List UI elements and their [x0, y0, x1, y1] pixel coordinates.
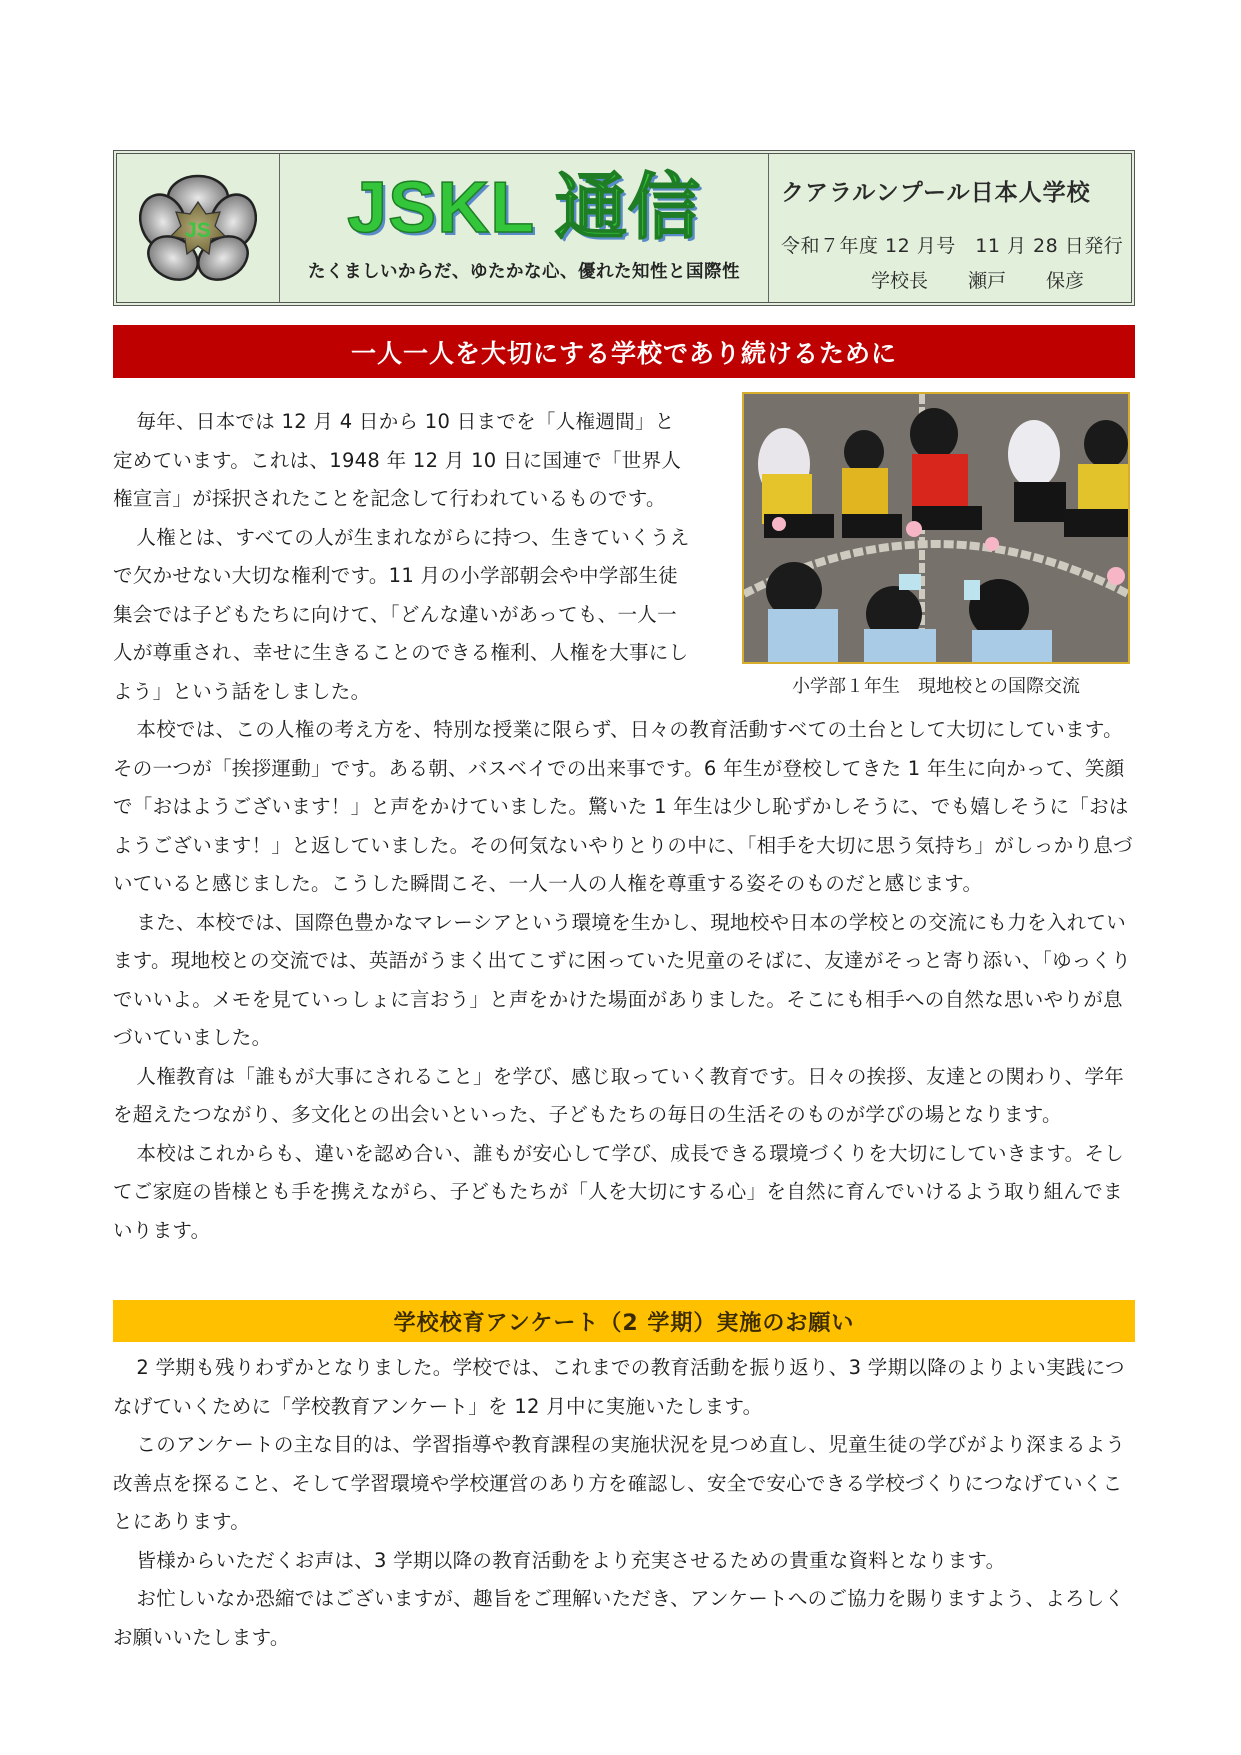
paragraph: 本校では、この人権の考え方を、特別な授業に限らず、日々の教育活動すべての土台として大切にしています。その一つが「挨拶運動」です。ある朝、バスベイでの出来事です。6 年生が登校してきた 1 年生に向かって、笑顔で「おはようございます！」と声をかけていました。驚いた 1 年生は少し恥ずかしそうに、でも嬉しそうに「おはようございます！」と返していました。その何気ないやりとりの中に、「相手を大切に思う気持ち」がしっかり息づいていると感じました。こうした瞬間こそ、一人一人の人権を尊重する姿そのものだと感じます。 — [113, 718, 1133, 895]
masthead — [113, 150, 1135, 306]
title-cell — [280, 154, 769, 302]
svg-text:JS: JS — [185, 219, 211, 242]
principal-title: 学校長 — [871, 270, 929, 292]
issue-date: 令和７年度 12 月号 11 月 28 日発行 — [781, 235, 1124, 257]
paragraph: 人権とは、すべての人が生まれながらに持つ、生きていくうえで欠かせない大切な権利です。11 月の小学部朝会や中学部生徒集会では子どもたちに向けて、「どんな違いがあっても、一人一人が尊重され、幸せに生きることのできる権利、人権を大事にしよう」という話をしました。 — [113, 525, 690, 703]
school-name: クアラルンプール日本人学校 — [781, 180, 1091, 206]
paragraph: お忙しいなか恐縮ではございますが、趣旨をご理解いただき、アンケートへのご協力を賜りますよう、よろしくお願いいたします。 — [113, 1587, 1125, 1649]
section-heading-human-rights: 一人一人を大切にする学校であり続けるために — [113, 325, 1135, 378]
intro-paragraphs — [113, 403, 693, 711]
principal-surname: 瀬戸 — [968, 270, 1007, 292]
section-heading-survey: 学校校育アンケート（2 学期）実施のお願い — [113, 1300, 1135, 1342]
issue-info-cell — [769, 154, 1131, 302]
exchange-photo — [742, 392, 1130, 664]
newsletter-title: JSKL 通信 — [347, 168, 701, 248]
paragraph: 人権教育は「誰もが大事にされること」を学び、感じ取っていく教育です。日々の挨拶、友達との関わり、学年を超えたつながり、多文化との出会いといった、子どもたちの毎日の生活そのものが学びの場となります。 — [113, 1064, 1125, 1126]
paragraph: また、本校では、国際色豊かなマレーシアという環境を生かし、現地校や日本の学校との交流にも力を入れています。現地校との交流では、英語がうまく出てこずに困っていた児童のそばに、友達がそっと寄り添い、「ゆっくりでいいよ。メモを見ていっしょに言おう」と声をかけた場面がありました。そこにも相手への自然な思いやりが息づいていました。 — [113, 910, 1132, 1049]
paragraph: 本校はこれからも、違いを認め合い、誰もが安心して学び、成長できる環境づくりを大切にしていきます。そしてご家庭の皆様とも手を携えながら、子どもたちが「人を大切にする心」を自然に育んでいけるよう取り組んでまいります。 — [113, 1141, 1125, 1242]
survey-paragraphs — [113, 1349, 1135, 1657]
school-crest-icon — [139, 174, 257, 282]
paragraph: 2 学期も残りわずかとなりました。学校では、これまでの教育活動を振り返り、3 学期以降のよりよい実践につなげていくために「学校教育アンケート」を 12 月中に実施いたします。 — [113, 1356, 1125, 1418]
photo-caption: 小学部１年生 現地校との国際交流 — [792, 676, 1080, 697]
main-paragraphs — [113, 711, 1135, 1250]
principal-line — [871, 266, 1131, 293]
paragraph: 皆様からいただくお声は、3 学期以降の教育活動をより充実させるための貴重な資料となります。 — [136, 1548, 1006, 1572]
paragraph: このアンケートの主な目的は、学習指導や教育課程の実施状況を見つめ直し、児童生徒の学びがより深まるよう改善点を探ること、そして学習環境や学校運営のあり方を確認し、安全で安心できる学校づくりにつなげていくことにあります。 — [113, 1433, 1126, 1533]
children-circle-photo-icon — [744, 394, 1128, 662]
principal-given-name: 保彦 — [1046, 270, 1085, 292]
school-motto: たくましいからだ、ゆたかな心、優れた知性と国際性 — [308, 262, 740, 282]
logo-cell — [117, 154, 280, 302]
paragraph: 毎年、日本では 12 月 4 日から 10 日までを「人権週間」と定めています。これは、1948 年 12 月 10 日に国連で「世界人権宣言」が採択されたことを記念して行われているものです。 — [113, 410, 682, 510]
